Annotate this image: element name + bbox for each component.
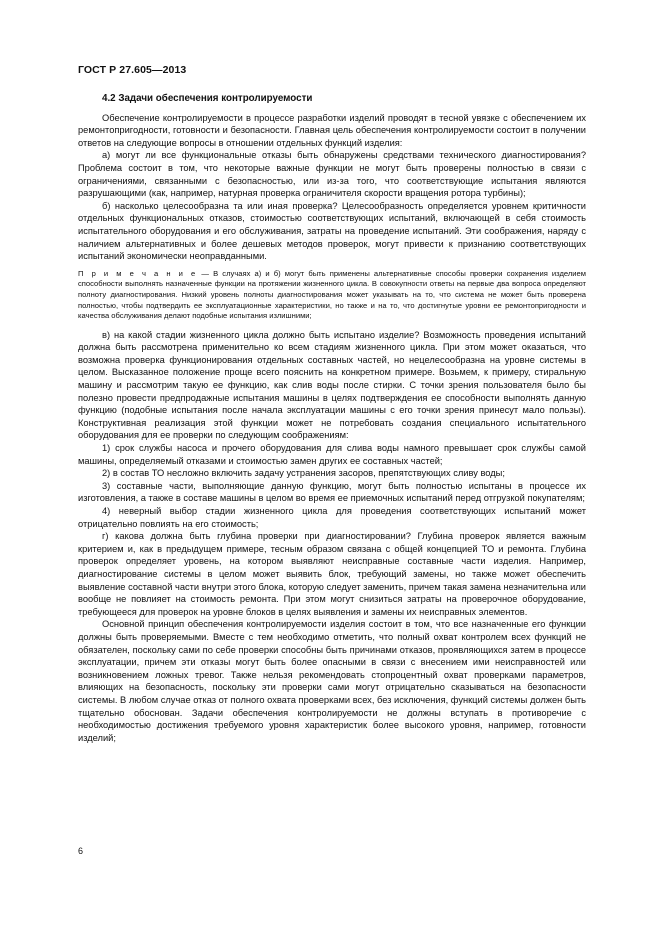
paragraph-item-a: а) могут ли все функциональные отказы быть обнаружены средствами технического диагностирования? Проблема состоит в том, что некоторые важные функции не могут быть проверены полностью в связи с ограничениями, связанными с безопасностью, или из-за того, что соответствующие испытания являются разрушающими (как, например, натурная проверка ограничителя скорости вращения ротора турбины); [78, 150, 586, 199]
paragraph-principle: Основной принцип обеспечения контролируемости изделия состоит в том, что все назначенные его функции должны быть проверяемыми. Вместе с тем необходимо отметить, что полный охват контролем всех функций не обязателен, поскольку сами по себе проверки способны быть причинами отказов, проявляющихся затем в процессе эксплуатации, причем эти отказы могут быть более опасными в связи с внесением ими неисправностей или возникновением ложных тревог. Также нельзя рекомендовать стопроцентный охват проверками параметров, влияющих на безопасность, поскольку эти проверки сами могут отрицательно сказываться на безопасности системы. В любом случае отказ от полного охвата проверками всех, без исключения, функций системы должен быть тщательно обоснован. Задачи обеспечения контролируемости не должны вступать в противоречие с необходимостью достижения требуемого уровня характеристик более высокого уровня, например, готовности изделий; [78, 619, 586, 743]
document-code-header: ГОСТ Р 27.605—2013 [78, 64, 187, 76]
list-item-4: 4) неверный выбор стадии жизненного цикла для проведения соответствующих испытаний может отрицательно повлиять на его стоимость; [78, 506, 586, 529]
document-body [78, 93, 586, 744]
list-item-2: 2) в состав ТО несложно включить задачу устранения засоров, препятствующих сливу воды; [102, 468, 505, 479]
list-item-1: 1) срок службы насоса и прочего оборудования для слива воды намного превышает срок службы самой машины, определяемый отказами и стоимостью замен других ее составных частей; [78, 443, 586, 466]
note-text: — В случаях а) и б) могут быть применены альтернативные способы проверки сохранения изделием способности выполнять назначенные функции на протяжении жизненного цикла. В совокупности ответы на первые два вопроса определяют полноту диагностирования. Низкий уровень полноты диагностирования может указывать на то, что система не может быть проверена полностью, чтобы подтвердить ее эксплуатационные характеристики, но также и на то, что достигнутые уровни ее ремонтопригодности и качества обслуживания делают подобные испытания излишними; [78, 268, 586, 321]
page-number: 6 [78, 846, 84, 856]
note [78, 269, 586, 322]
paragraph-item-g: г) какова должна быть глубина проверки при диагностировании? Глубина проверок является важным критерием и, как в предыдущем примере, тесным образом связана с общей концепцией ТО и ремонта. Глубина проверок определяет уровень, на котором выявляют неисправные составные части изделия. Например, диагностирование системы в целом может выявить блок, требующий замены, но также может обеспечить выявление составной части внутри этого блока, которую следует заменить, причем такая замена незначительна или вообще не повлияет на стоимость ремонта. При этом могут снизиться затраты на проверочное оборудование, требующееся для проверок на уровне блоков в целях выявления и замены их неисправных элементов. [78, 531, 586, 617]
note-label: П р и м е ч а н и е [78, 268, 198, 278]
paragraph-intro: Обеспечение контролируемости в процессе разработки изделий проводят в тесной увязке с обеспечением их ремонтопригодности, готовности и безопасности. Главная цель обеспечения контролируемости состоит в получении ответов на следующие вопросы в отношении отдельных функций изделия: [78, 112, 586, 148]
paragraph-item-b: б) насколько целесообразна та или иная проверка? Целесообразность определяется уровнем критичности отдельных функциональных отказов, стоимостью соответствующих испытаний, включающей в себя стоимость испытательного оборудования и его обслуживания, затраты на проведение испытаний. Эти соображения, наряду с наличием альтернативных и более дешевых методов проверок, могут привести к признанию соответствующих испытаний экономически неоправданными. [78, 200, 586, 262]
section-title: 4.2 Задачи обеспечения контролируемости [102, 93, 313, 104]
list-item-3: 3) составные части, выполняющие данную функцию, могут быть полностью испытаны в процессе их изготовления, а также в составе машины в целом во время ее приемочных испытаний перед отгрузкой покупателям; [78, 480, 586, 504]
paragraph-item-v: в) на какой стадии жизненного цикла должно быть испытано изделие? Возможность проведения испытаний должна быть рассмотрена применительно ко всем стадиям жизненного цикла. При этом может оказаться, что возможна проверка функционирования отдельных составных частей, но нецелесообразна на уровне системы в целом. Высказанное положение проще всего пояснить на конкретном примере. Возьмем, к примеру, стиральную машину и рассмотрим такую ее функцию, как слив воды после стирки. С точки зрения пользователя было бы полезно провести предпродажные испытания машины в целях подтверждения ее способности выполнять данную функцию (подобные испытания после начала эксплуатации машины с его точки зрения принесут мало пользы). Конструктивная реализация этой функции может не потребовать создания специального испытательного оборудования для ее проверки по следующим соображениям: [78, 329, 586, 441]
